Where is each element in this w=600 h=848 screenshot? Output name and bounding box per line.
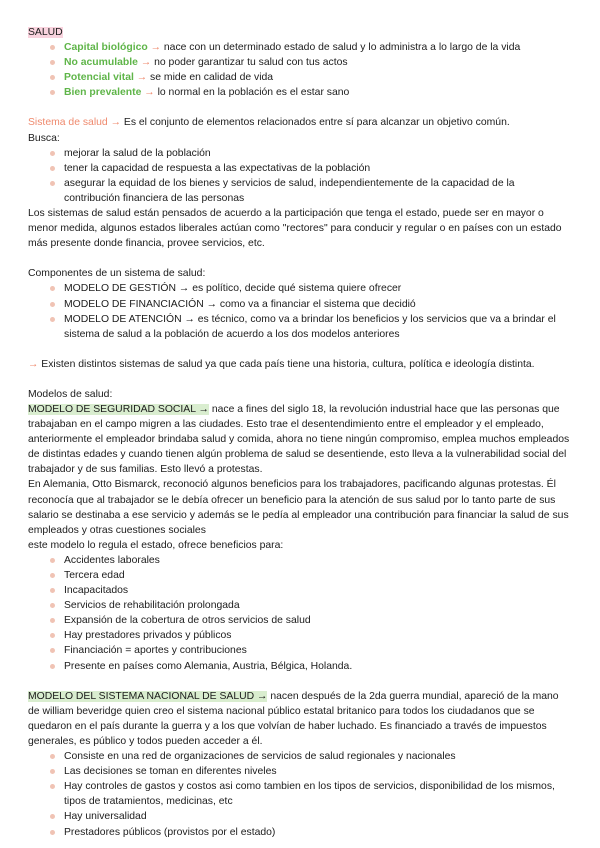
- list-item: Presente en países como Alemania, Austria, Bélgica, Holanda.: [64, 659, 572, 674]
- list-item: Bien prevalente → lo normal en la población es el estar sano: [64, 85, 572, 100]
- seguridad-p2: En Alemania, Otto Bismarck, reconoció algunos beneficios para los trabajadores, pacificando algunas protestas. Él reconocía que al trabajador se le debía ofrecer un beneficio para la atención de sus salud por lo tanto parte de sus salario se destinaba a ese servicio y además se le pedía al empleador una contribución para financiar la salud de sus empleados y otras cuestiones sociales: [28, 479, 569, 536]
- list-item: Hay controles de gastos y costos asi como tambien en los tipos de servicios, disponibilidad de los mismos, tipos de tratamientos, medicinas, etc: [64, 779, 572, 809]
- list-item: Hay prestadores privados y públicos: [64, 628, 572, 643]
- modelos-intro: Modelos de salud:: [28, 388, 113, 400]
- list-item: Accidentes laborales: [64, 553, 572, 568]
- list-item: Hay universalidad: [64, 809, 572, 824]
- list-item: MODELO DE GESTIÓN → es político, decide qué sistema quiere ofrecer: [64, 281, 572, 296]
- salud-list: [28, 40, 572, 100]
- componentes-note: → Existen distintos sistemas de salud ya que cada país tiene una historia, cultura, política e ideología distinta.: [28, 358, 535, 370]
- nacional-list: [28, 749, 572, 840]
- list-item: MODELO DE ATENCIÓN → es técnico, como va a brindar los beneficios y los servicios que va a brindar el sistema de salud a la población de acuerdo a los dos modelos anteriores: [64, 312, 572, 342]
- list-item: mejorar la salud de la población: [64, 146, 572, 161]
- componentes-list: [28, 281, 572, 341]
- list-item: Expansión de la cobertura de otros servicios de salud: [64, 613, 572, 628]
- list-item: Tercera edad: [64, 568, 572, 583]
- sistema-paragraph: Los sistemas de salud están pensados de acuerdo a la participación que tenga el estado, puede ser en mayor o menor medida, algunos estados liberales actúan como "rectores" para conducir y regular o en países con un estado más presente donde financia, provee servicios, etc.: [28, 208, 562, 250]
- nacional-p1: MODELO DEL SISTEMA NACIONAL DE SALUD → nacen después de la 2da guerra mundial, apareció de la mano de william beveridge quien creo el sistema nacional público estatal britanico para todos los ciudadanos que se quedaron en el país durante la guerra y a los que volvían de haber luchado. Es financiado a través de impuestos generales, es público y todos pueden acceder a él.: [28, 690, 559, 747]
- list-item: Prestadores públicos (provistos por el estado): [64, 825, 572, 840]
- list-item: Servicios de rehabilitación prolongada: [64, 598, 572, 613]
- list-item: No acumulable → no poder garantizar tu salud con tus actos: [64, 55, 572, 70]
- sistema-definition: Sistema de salud → Es el conjunto de elementos relacionados entre sí para alcanzar un objetivo común.: [28, 117, 510, 129]
- list-item: asegurar la equidad de los bienes y servicios de salud, independientemente de la capacidad de la contribución financiera de las personas: [64, 176, 572, 206]
- list-item: MODELO DE FINANCIACIÓN → como va a financiar el sistema que decidió: [64, 297, 572, 312]
- list-item: Las decisiones se toman en diferentes niveles: [64, 764, 572, 779]
- busca-list: [28, 146, 572, 206]
- list-item: Financiación = aportes y contribuciones: [64, 643, 572, 658]
- busca-label: Busca:: [28, 132, 60, 144]
- seguridad-list: [28, 553, 572, 674]
- componentes-intro: Componentes de un sistema de salud:: [28, 268, 206, 280]
- salud-heading: SALUD: [28, 27, 63, 38]
- list-item: Consiste en una red de organizaciones de servicios de salud regionales y nacionales: [64, 749, 572, 764]
- seguridad-p1: MODELO DE SEGURIDAD SOCIAL → nace a fines del siglo 18, la revolución industrial hace que las personas que trabajaban en el campo migren a las ciudades. Esto trae el desentendimiento entre el empleador y el empleado, anteriormente el empleador brindaba salud y comida, ahora no tiene ningún compromiso, emplea muchos empleados de distintas edades y cuando tienen algún problema de salud se desentiende, esto lleva a la vulnerabilidad social del trabajador y de sus familias. Esto llevó a protestas.: [28, 403, 570, 476]
- list-item: tener la capacidad de respuesta a las expectativas de la población: [64, 161, 572, 176]
- seguridad-p3: este modelo lo regula el estado, ofrece beneficios para:: [28, 539, 284, 551]
- list-item: Potencial vital → se mide en calidad de vida: [64, 70, 572, 85]
- list-item: Capital biológico → nace con un determinado estado de salud y lo administra a lo largo de la vida: [64, 40, 572, 55]
- list-item: Incapacitados: [64, 583, 572, 598]
